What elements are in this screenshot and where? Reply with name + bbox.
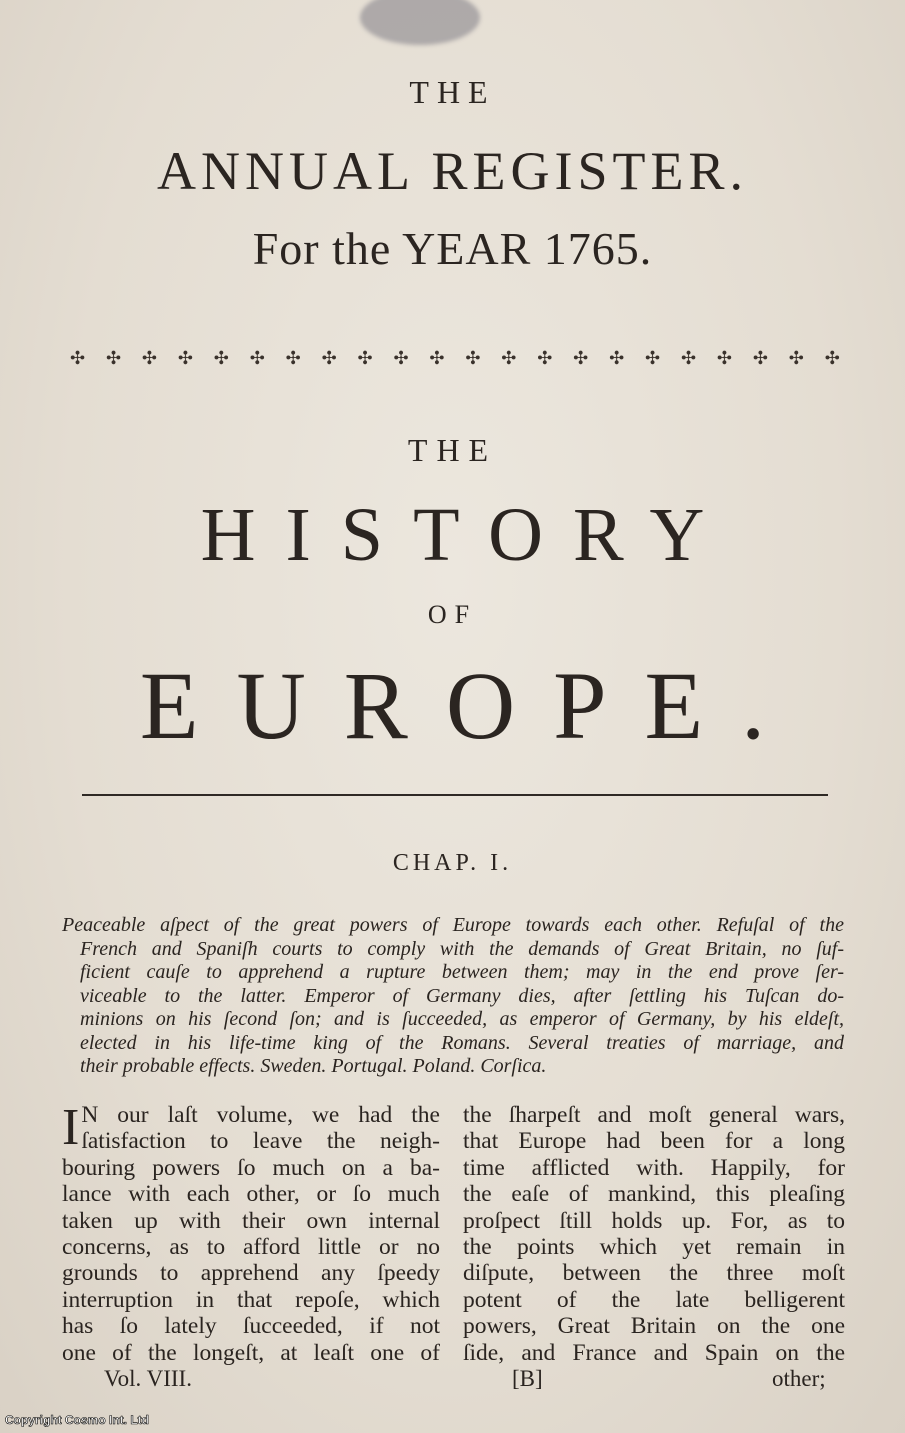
ornament-glyph: ✣: [213, 348, 229, 366]
text-line: taken up with their own internal: [62, 1207, 440, 1234]
text-line: French and Spaniſh courts to comply with the demands of Great Britain, no ſuf-: [80, 937, 844, 960]
ornament-glyph: ✣: [70, 348, 86, 366]
ornament-glyph: ✣: [465, 348, 481, 366]
copyright-watermark: Copyright Cosmo Int. Ltd: [5, 1413, 149, 1427]
ornament-glyph: ✣: [321, 348, 337, 366]
chapter-heading: CHAP. I.: [392, 850, 513, 876]
catchword: other;: [772, 1366, 826, 1391]
ornament-glyph: ✣: [429, 348, 445, 366]
text-line: diſpute, between the three moſt: [463, 1260, 845, 1287]
ornament-glyph: ✣: [501, 348, 517, 366]
text-line: grounds to apprehend any ſpeedy: [62, 1260, 440, 1287]
ornament-glyph: ✣: [285, 348, 301, 366]
text-line: proſpect ſtill holds up. For, as to: [463, 1207, 845, 1234]
ornament-glyph: ✣: [249, 348, 265, 366]
text-line: bouring powers ſo much on a ba-: [62, 1154, 440, 1181]
ornament-glyph: ✣: [788, 348, 804, 366]
text-line: ſatisfaction to leave the neigh-: [81, 1128, 440, 1155]
text-line: that Europe had been for a long: [463, 1128, 845, 1155]
text-line: time afflicted with. Happily, for: [463, 1154, 845, 1181]
year-line: For the YEAR 1765.: [252, 223, 653, 274]
ornament-glyph: ✣: [393, 348, 409, 366]
text-line: lance with each other, or ſo much: [62, 1181, 440, 1208]
ornament-glyph: ✣: [680, 348, 697, 366]
text-line: one of the longeſt, at leaſt one of: [62, 1339, 440, 1366]
text-line: ſide, and France and Spain on the: [463, 1339, 845, 1366]
text-line: minions on his ſecond ſon; and is ſucceeded, as emperor of Germany, by his eldeſt,: [80, 1008, 844, 1030]
chapter-summary: [62, 914, 844, 1079]
text-line: the points which yet remain in: [463, 1234, 845, 1261]
ornament-glyph: ✣: [824, 348, 840, 366]
text-line: concerns, as to afford little or no: [62, 1234, 440, 1261]
publication-title: ANNUAL REGISTER.: [157, 141, 748, 201]
volume-number: Vol. VIII.: [104, 1366, 192, 1391]
text-line: interruption in that repoſe, which: [62, 1286, 440, 1313]
text-line: elected in his life-time king of the Romans. Several treaties of marriage, and: [80, 1031, 844, 1054]
section-of: OF: [427, 600, 478, 629]
drop-cap: I: [62, 1099, 80, 1156]
section-the: THE: [407, 432, 498, 468]
text-line: viceable to the latter. Emperor of Germany dies, after ſettling his Tuſcan do-: [80, 984, 844, 1007]
text-line: has ſo lately ſucceeded, if not: [62, 1313, 440, 1340]
ornament-glyph: ✣: [716, 348, 732, 366]
horizontal-rule: [82, 794, 828, 796]
body-column-right: [463, 1102, 845, 1366]
text-line: powers, Great Britain on the one: [463, 1313, 845, 1340]
ornament-glyph: ✣: [645, 348, 661, 366]
body-column-left: [62, 1099, 440, 1366]
ornament-glyph: ✣: [105, 348, 122, 366]
section-history: HISTORY: [200, 493, 735, 577]
ornament-glyph: ✣: [177, 348, 193, 366]
text-line: the eaſe of mankind, this pleaſing: [463, 1181, 845, 1208]
ornament-glyph: ✣: [752, 348, 768, 366]
header-the: THE: [409, 74, 496, 110]
text-line: the ſharpeſt and moſt general wars,: [463, 1102, 845, 1128]
ornament-glyph: ✣: [609, 348, 625, 366]
ornament-glyph: ✣: [537, 348, 553, 366]
text-line: potent of the late belligerent: [463, 1286, 845, 1313]
section-europe: EUROPE.: [139, 652, 804, 759]
ornament-glyph: ✣: [357, 348, 373, 366]
text-line: ficient cauſe to apprehend a rupture between them; may in the end prove ſer-: [80, 961, 844, 983]
ornament-glyph: ✣: [573, 348, 589, 366]
ornamental-border: [70, 348, 840, 366]
signature-mark: [B]: [512, 1366, 543, 1391]
text-line: their probable effects. Sweden. Portugal. Poland. Corſica.: [80, 1055, 547, 1077]
ornament-glyph: ✣: [141, 348, 157, 366]
text-line: Peaceable aſpect of the great powers of Europe towards each other. Refuſal of the: [62, 914, 844, 936]
text-line: N our laſt volume, we had the: [81, 1102, 440, 1128]
